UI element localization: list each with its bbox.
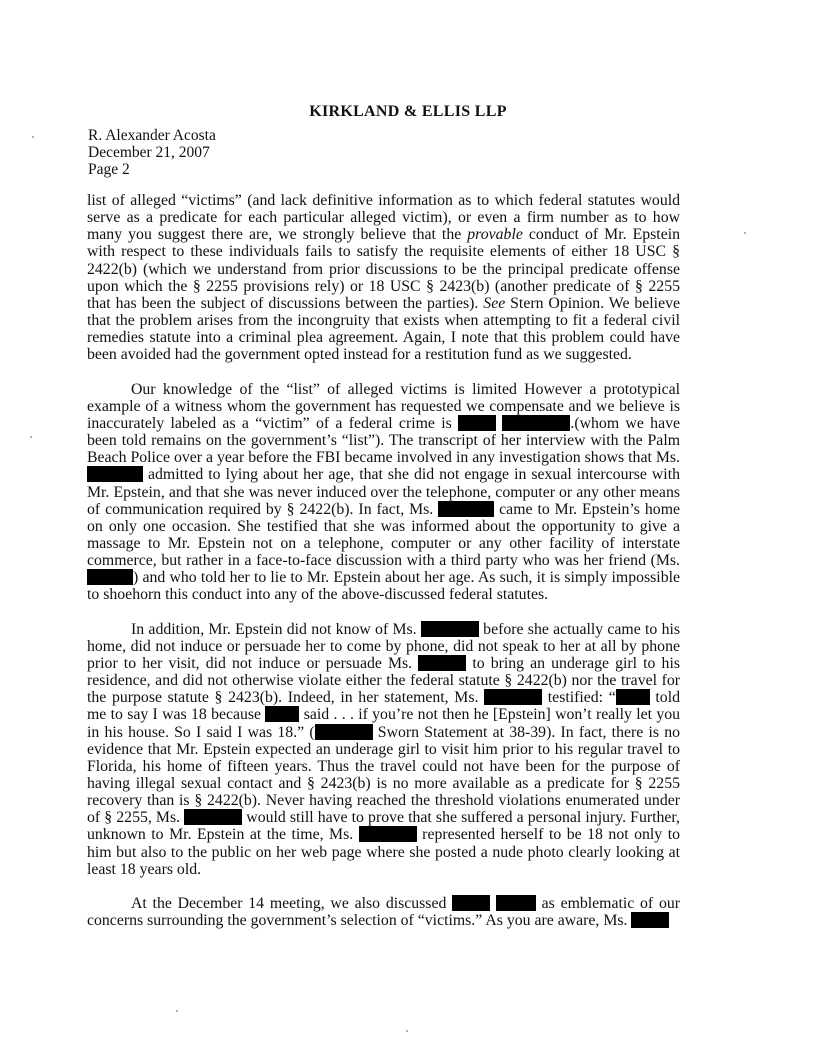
text-segment: At the December 14 meeting, we also discussed	[131, 894, 453, 912]
citation-signal-see: See	[483, 294, 506, 312]
scan-speck	[32, 136, 34, 138]
redaction-box	[496, 895, 536, 911]
redaction-box	[484, 689, 542, 705]
text-segment: .(whom we have been told remains on the government’s “list”). The transcript of her interview with the Palm Beach Police over a year before the FBI became involved in any investigation shows that Ms.	[87, 414, 680, 467]
scan-speck	[176, 1010, 178, 1012]
letter-body	[87, 192, 680, 946]
paragraph-continuation	[87, 192, 680, 364]
letter-meta-block	[88, 127, 216, 178]
text-segment: would still have to prove that she suffered a personal injury. Further, unknown to Mr. Epstein at the time, Ms.	[87, 809, 680, 844]
redaction-box	[458, 415, 496, 431]
text-segment: said . . . if you’re not then he [Epstein] won’t really let you in his house. So I said I was 18.” (	[87, 706, 681, 741]
redaction-box	[438, 501, 494, 517]
scan-speck	[744, 232, 746, 234]
text-segment: Sworn Statement at 38-39). In fact, there is no evidence that Mr. Epstein expected an underage girl to visit him prior to his regular travel to Florida, his home of fifteen years. Thus the travel could not have been for the purpose of having illegal sexual contact and § 2423(b) is no more available as a predicate for § 2255 recovery than is § 2422(b). Never having reached the threshold violations enumerated under of § 2255, Ms.	[87, 723, 680, 827]
redaction-box	[421, 621, 479, 637]
text-segment: before she actually came to his home, did not induce or persuade her to come by phone, did not speak to her at all by phone prior to her visit, did not induce or persuade Ms.	[87, 620, 680, 672]
page-number: Page 2	[88, 161, 130, 178]
text-segment: testified: “	[542, 689, 616, 707]
text-segment: told me to say I was 18 because	[87, 689, 680, 724]
redaction-box	[315, 724, 373, 740]
redaction-box	[359, 826, 417, 842]
scan-speck	[30, 436, 32, 438]
redaction-box	[452, 895, 490, 911]
text-segment: list of alleged “victims” (and lack definitive information as to which federal statutes would serve as a predicate for each particular alleged victim), or even a firm number as to how many you suggest there are, we strongly believe that the	[87, 192, 680, 244]
text-segment: ) and who told her to lie to Mr. Epstein about her age. As such, it is simply impossible to shoehorn this conduct into any of the above-discussed federal statutes.	[87, 569, 680, 604]
redaction-box	[502, 415, 570, 431]
text-segment: conduct of Mr. Epstein with respect to these individuals fails to satisfy the requisite elements of either 18 USC § 2422(b) (which we understand from prior discussions to be the principal predicate offense upon which the § 2255 provisions rely) or 18 USC § 2423(b) (another predicate of § 2255 that has been the subject of discussions between the parties).	[87, 226, 680, 312]
text-segment: Stern Opinion. We believe that the problem arises from the incongruity that exists when attempting to fit a federal civil remedies statute into a criminal plea agreement. Again, I note that this problem could have been avoided had the government opted instead for a restitution fund as we suggested.	[87, 294, 680, 364]
paragraph-in-addition	[87, 621, 680, 878]
scan-speck	[406, 1030, 408, 1032]
text-segment: as emblematic of our concerns surrounding the government’s selection of “victims.” As you are aware, Ms.	[87, 894, 681, 930]
redaction-box	[184, 809, 242, 825]
text-segment: to bring an underage girl to his residence, and did not otherwise violate either the federal statute § 2422(b) nor the travel for the purpose statute § 2423(b). Indeed, in her statement, Ms.	[87, 654, 680, 707]
redaction-box	[418, 655, 466, 671]
redaction-box	[631, 912, 669, 928]
text-segment: Our knowledge of the “list” of alleged victims is limited However a prototypical example of a witness whom the government has requested we compensate and we believe is inaccurately labeled as a “victim” of a federal crime is	[87, 380, 680, 432]
redaction-box	[87, 466, 143, 482]
emphasis-provable: provable	[467, 226, 523, 244]
redaction-box	[616, 689, 650, 705]
text-segment: In addition, Mr. Epstein did not know of Ms.	[131, 620, 421, 638]
text-segment: came to Mr. Epstein’s home on only one occasion. She testified that she was informed about the opportunity to give a massage to Mr. Epstein not on a telephone, computer or any other facility of interstate commerce, but rather in a face-to-face discussion with a third party who was her friend (Ms.	[87, 500, 680, 570]
text-segment: admitted to lying about her age, that she did not engage in sexual intercourse with Mr. Epstein, and that she was never induced over the telephone, computer or any other means of communication required by § 2422(b). In fact, Ms.	[87, 466, 680, 518]
redaction-box	[265, 706, 299, 722]
letter-date: December 21, 2007	[88, 144, 210, 161]
paragraph-knowledge-of-list	[87, 381, 680, 604]
letterhead-firm-name: KIRKLAND & ELLIS LLP	[309, 103, 507, 120]
recipient-name: R. Alexander Acosta	[88, 127, 216, 144]
paragraph-december-14-meeting	[87, 895, 680, 929]
redaction-box	[87, 569, 133, 585]
text-segment: represented herself to be 18 not only to him but also to the public on her web page where she posted a nude photo clearly looking at least 18 years old.	[87, 826, 680, 878]
